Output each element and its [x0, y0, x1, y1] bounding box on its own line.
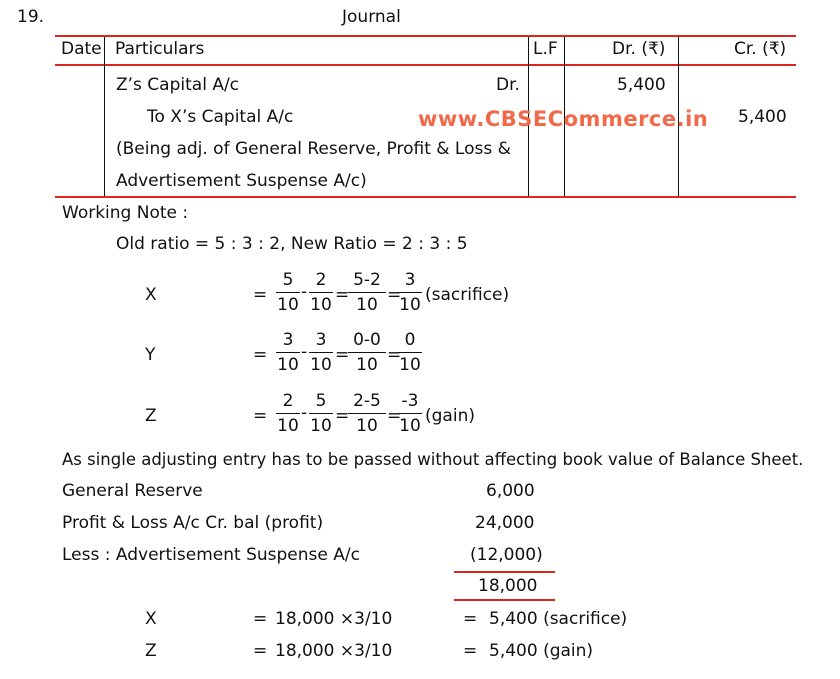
- calc-note: (sacrifice): [425, 285, 510, 305]
- equals-sign: =: [253, 609, 268, 629]
- numerator: 5: [309, 393, 333, 414]
- fraction: [348, 393, 386, 435]
- fraction: [276, 272, 300, 314]
- fraction: [309, 272, 333, 314]
- equals-sign: =: [253, 641, 268, 661]
- watermark: www.CBSECommerce.in: [418, 107, 709, 131]
- minus-sign: -: [301, 403, 308, 423]
- minus-sign: -: [301, 282, 308, 302]
- share-label: Z: [145, 641, 157, 661]
- equals-sign: =: [463, 609, 478, 629]
- table-bottom-rule: [55, 196, 796, 198]
- share-expression: 18,000 ×3/10: [275, 641, 393, 661]
- denominator: 10: [399, 416, 421, 436]
- credit-amount: 5,400: [738, 107, 787, 127]
- equals-sign: =: [335, 285, 350, 305]
- total-bottom-rule: [454, 599, 555, 601]
- numerator: 0: [398, 332, 422, 353]
- numerator: 3: [309, 332, 333, 353]
- denominator: 10: [310, 295, 332, 315]
- denominator: 10: [399, 295, 421, 315]
- share-label: X: [145, 609, 157, 629]
- header-lf: L.F: [533, 39, 558, 59]
- total-amount: 18,000: [478, 576, 538, 596]
- equals-sign: =: [253, 406, 268, 426]
- credit-account: To X’s Capital A/c: [147, 107, 294, 127]
- minus-sign: -: [301, 342, 308, 362]
- calc-label: Y: [145, 345, 156, 365]
- question-number: 19.: [17, 7, 45, 27]
- col-divider-date: [104, 37, 105, 196]
- total-top-rule: [454, 571, 555, 573]
- equals-sign: =: [253, 345, 268, 365]
- header-bottom-rule: [55, 64, 796, 66]
- fraction: [309, 332, 333, 374]
- numerator: 3: [398, 272, 422, 293]
- calc-label: Z: [145, 406, 157, 426]
- denominator: 10: [399, 355, 421, 375]
- item-label: Less : Advertisement Suspense A/c: [62, 545, 360, 565]
- denominator: 10: [356, 295, 378, 315]
- numerator: -3: [398, 393, 422, 414]
- item-amount: (12,000): [470, 545, 543, 565]
- fraction: [276, 393, 300, 435]
- denominator: 10: [277, 416, 299, 436]
- numerator: 2: [276, 393, 300, 414]
- denominator: 10: [277, 355, 299, 375]
- numerator: 5: [276, 272, 300, 293]
- fraction: [348, 272, 386, 314]
- debit-account: Z’s Capital A/c: [116, 75, 240, 95]
- fraction: [348, 332, 386, 374]
- fraction: [276, 332, 300, 374]
- fraction: [398, 332, 422, 374]
- equals-sign: =: [387, 345, 402, 365]
- item-label: General Reserve: [62, 481, 203, 501]
- denominator: 10: [310, 416, 332, 436]
- header-cr: Cr. (₹): [734, 39, 787, 59]
- calc-note: (gain): [425, 406, 475, 426]
- equals-sign: =: [387, 406, 402, 426]
- item-label: Profit & Loss A/c Cr. bal (profit): [62, 513, 324, 533]
- equals-sign: =: [253, 285, 268, 305]
- item-amount: 24,000: [475, 513, 535, 533]
- dr-marker: Dr.: [496, 75, 520, 95]
- header-particulars: Particulars: [115, 39, 205, 59]
- numerator: 2: [309, 272, 333, 293]
- numerator: 5-2: [348, 272, 386, 293]
- header-date: Date: [61, 39, 102, 59]
- ratio-line: Old ratio = 5 : 3 : 2, New Ratio = 2 : 3 : 5: [116, 234, 468, 254]
- equals-sign: =: [335, 406, 350, 426]
- share-result: 5,400 (sacrifice): [489, 609, 628, 629]
- fraction: [398, 272, 422, 314]
- fraction: [398, 393, 422, 435]
- numerator: 0-0: [348, 332, 386, 353]
- numerator: 2-5: [348, 393, 386, 414]
- table-top-rule: [55, 35, 796, 37]
- numerator: 3: [276, 332, 300, 353]
- statement-line: As single adjusting entry has to be passed without affecting book value of Balance Sheet.: [62, 450, 804, 469]
- share-result: 5,400 (gain): [489, 641, 594, 661]
- header-dr: Dr. (₹): [612, 39, 666, 59]
- share-expression: 18,000 ×3/10: [275, 609, 393, 629]
- denominator: 10: [356, 416, 378, 436]
- denominator: 10: [356, 355, 378, 375]
- equals-sign: =: [387, 285, 402, 305]
- calc-label: X: [145, 285, 157, 305]
- working-note-heading: Working Note :: [62, 203, 189, 223]
- journal-title: Journal: [342, 7, 401, 27]
- narration-line-2: Advertisement Suspense A/c): [116, 171, 367, 191]
- item-amount: 6,000: [486, 481, 535, 501]
- fraction: [309, 393, 333, 435]
- equals-sign: =: [463, 641, 478, 661]
- denominator: 10: [277, 295, 299, 315]
- debit-amount: 5,400: [617, 75, 666, 95]
- equals-sign: =: [335, 345, 350, 365]
- narration-line-1: (Being adj. of General Reserve, Profit & Loss &: [116, 139, 511, 159]
- denominator: 10: [310, 355, 332, 375]
